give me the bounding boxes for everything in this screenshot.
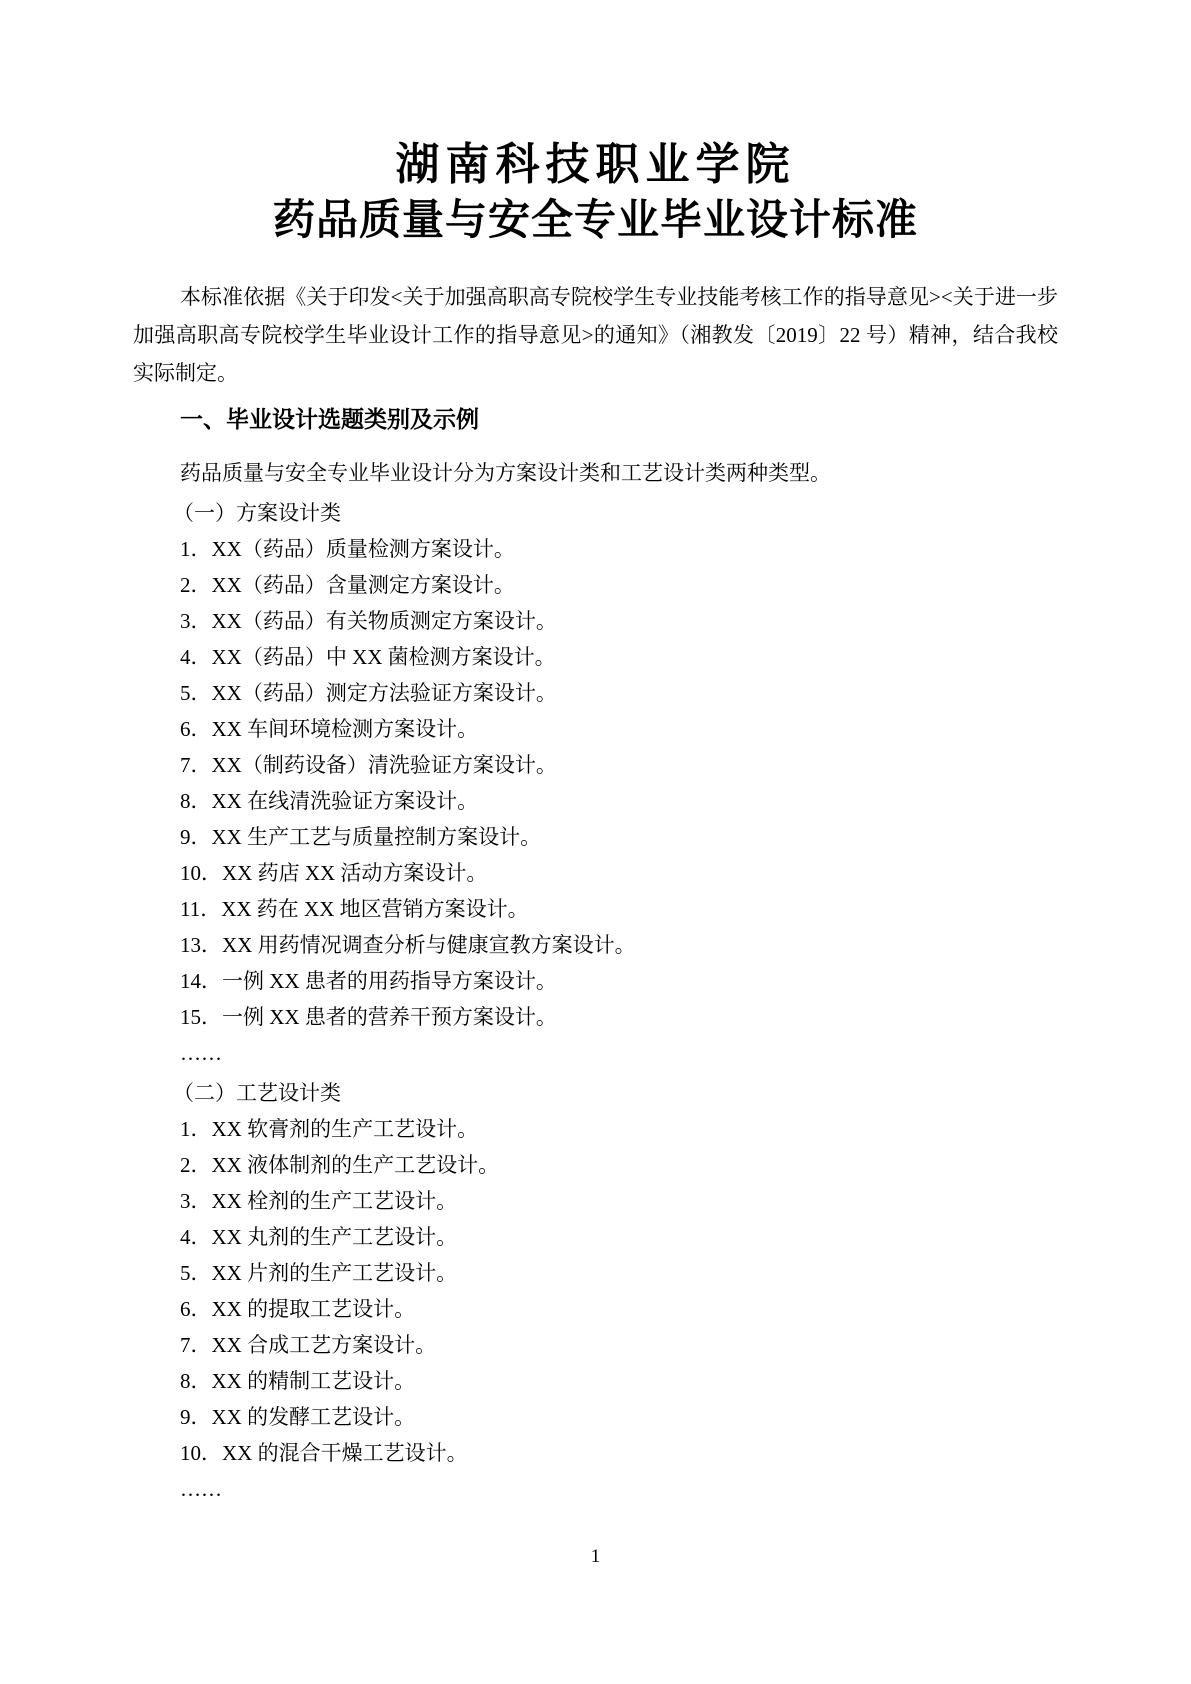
list-item: 9．XX 生产工艺与质量控制方案设计。 — [180, 825, 542, 849]
list-item: 7．XX（制药设备）清洗验证方案设计。 — [180, 753, 557, 777]
list-item: 10．XX 药店 XX 活动方案设计。 — [180, 861, 488, 885]
list-item: 1．XX（药品）质量检测方案设计。 — [180, 537, 515, 561]
list-item: 1．XX 软膏剂的生产工艺设计。 — [180, 1117, 479, 1141]
list-item: 6．XX 车间环境检测方案设计。 — [180, 717, 479, 741]
page-number: 1 — [590, 1546, 601, 1567]
list-item: 6．XX 的提取工艺设计。 — [180, 1297, 416, 1321]
ellipsis-line: …… — [180, 1477, 222, 1501]
subsection-2-heading: （二）工艺设计类 — [173, 1081, 341, 1105]
list-item: 8．XX 的精制工艺设计。 — [180, 1369, 416, 1393]
section-1-lead-paragraph: 药品质量与安全专业毕业设计分为方案设计类和工艺设计类两种类型。 — [180, 461, 831, 485]
list-item: 11．XX 药在 XX 地区营销方案设计。 — [180, 897, 529, 921]
list-item: 14．一例 XX 患者的用药指导方案设计。 — [180, 969, 557, 993]
list-item: 7．XX 合成工艺方案设计。 — [180, 1333, 437, 1357]
ellipsis-line: …… — [180, 1041, 222, 1065]
intro-paragraph: 本标准依据《关于印发<关于加强高职高专院校学生专业技能考核工作的指导意见><关于进一步加强高职高专院校学生毕业设计工作的指导意见>的通知》（湘教发〔2019〕22 号）精神，结合我校实际制定。 — [133, 285, 1058, 385]
document-title-line2: 药品质量与安全专业毕业设计标准 — [272, 198, 918, 244]
section-1-heading: 一、毕业设计选题类别及示例 — [180, 407, 479, 432]
list-item: 5．XX 片剂的生产工艺设计。 — [180, 1261, 458, 1285]
list-item: 4．XX 丸剂的生产工艺设计。 — [180, 1225, 458, 1249]
list-item: 13．XX 用药情况调查分析与健康宣教方案设计。 — [180, 933, 636, 957]
list-item: 8．XX 在线清洗验证方案设计。 — [180, 789, 479, 813]
list-item: 2．XX 液体制剂的生产工艺设计。 — [180, 1153, 500, 1177]
list-item: 2．XX（药品）含量测定方案设计。 — [180, 573, 515, 597]
list-item: 3．XX（药品）有关物质测定方案设计。 — [180, 609, 557, 633]
list-item: 5．XX（药品）测定方法验证方案设计。 — [180, 681, 557, 705]
list-item: 3．XX 栓剂的生产工艺设计。 — [180, 1189, 458, 1213]
list-item: 4．XX（药品）中 XX 菌检测方案设计。 — [180, 645, 556, 669]
document-title-line1: 湖南科技职业学院 — [395, 140, 796, 189]
subsection-1-heading: （一）方案设计类 — [173, 501, 341, 525]
list-item: 10．XX 的混合干燥工艺设计。 — [180, 1441, 468, 1465]
list-item: 15．一例 XX 患者的营养干预方案设计。 — [180, 1005, 557, 1029]
list-item: 9．XX 的发酵工艺设计。 — [180, 1405, 416, 1429]
